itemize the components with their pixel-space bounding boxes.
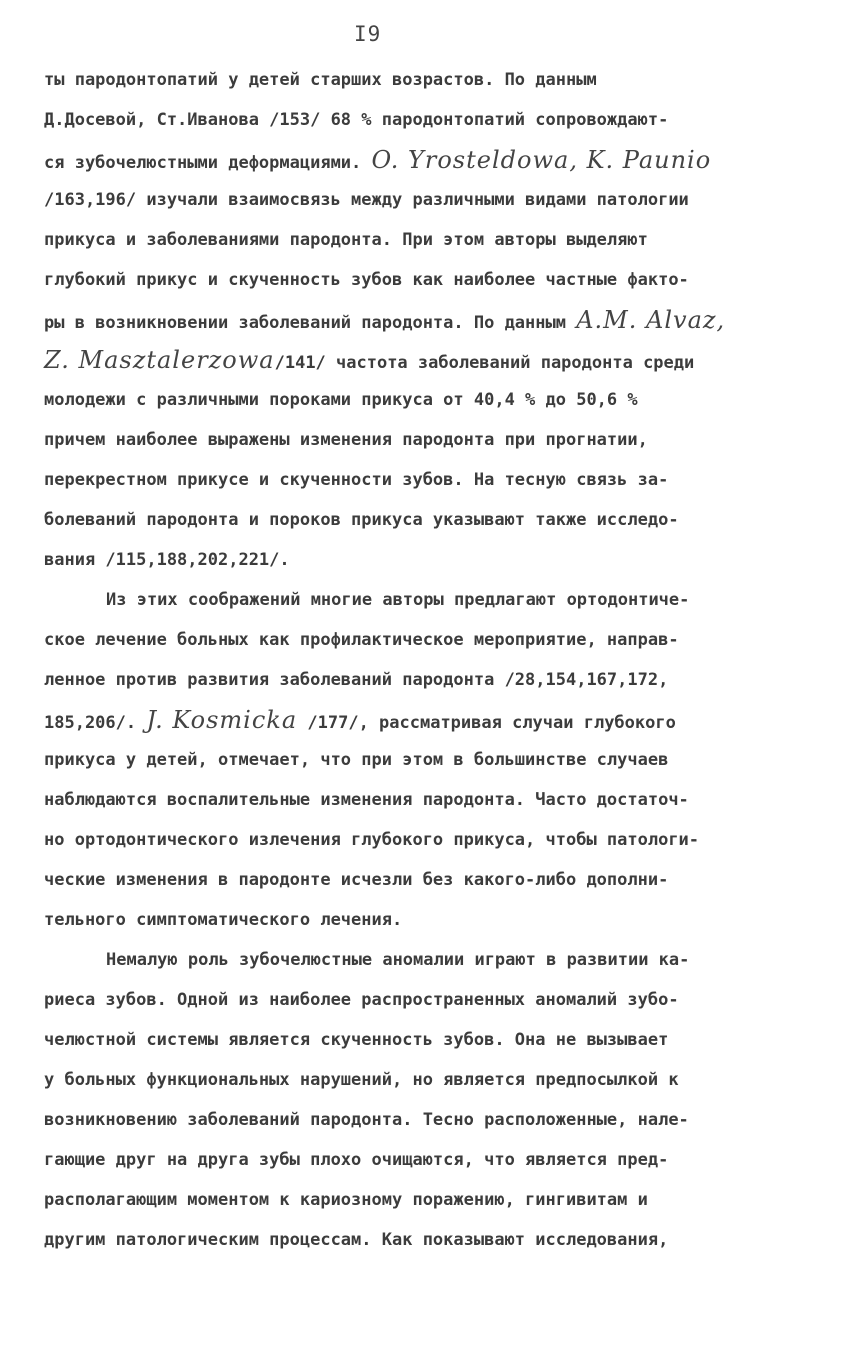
paragraph [44, 60, 834, 580]
text-line [44, 1180, 834, 1220]
text-line [44, 180, 834, 220]
line-text: причем наиболее выражены изменения пародонта при прогнатии, [44, 430, 648, 450]
text-line [44, 380, 834, 420]
line-text: возникновению заболеваний пародонта. Тесно расположенные, нале- [44, 1110, 689, 1130]
paragraph [44, 940, 834, 1260]
line-text: прикуса у детей, отмечает, что при этом в большинстве случаев [44, 750, 669, 770]
text-line [44, 820, 834, 860]
line-text: 185,206/. [44, 713, 147, 733]
body-text [44, 60, 834, 1260]
text-line [44, 860, 834, 900]
text-line [44, 580, 834, 620]
line-text: глубокий прикус и скученность зубов как наиболее частные факто- [44, 270, 689, 290]
line-text: челюстной системы является скученность зубов. Она не вызывает [44, 1030, 669, 1050]
text-line [44, 460, 834, 500]
text-line [44, 1220, 834, 1260]
line-text: /177/, рассматривая случаи глубокого [297, 713, 676, 733]
text-line [44, 1140, 834, 1180]
text-line [44, 60, 834, 100]
page-number: I9 [354, 22, 382, 46]
line-text: располагающим моментом к кариозному поражению, гингивитам и [44, 1190, 648, 1210]
line-text: ское лечение больных как профилактическое мероприятие, направ- [44, 630, 679, 650]
text-line [44, 540, 834, 580]
line-text: ческие изменения в пародонте исчезли без какого-либо дополни- [44, 870, 669, 890]
handwritten-name: O. Yrosteldowa, K. Paunio [371, 146, 712, 174]
text-line [44, 100, 834, 140]
line-text: прикуса и заболеваниями пародонта. При этом авторы выделяют [44, 230, 648, 250]
line-text: гающие друг на друга зубы плохо очищаются, что является пред- [44, 1150, 669, 1170]
handwritten-name: Z. Masztalerzowa [44, 346, 275, 374]
text-line [44, 140, 834, 180]
line-text: /141/ частота заболеваний пародонта среди [274, 353, 695, 373]
line-text: другим патологическим процессам. Как показывают исследования, [44, 1230, 669, 1250]
text-line [44, 420, 834, 460]
text-line [44, 740, 834, 780]
line-text: /163,196/ изучали взаимосвязь между различными видами патологии [44, 190, 689, 210]
handwritten-name: J. Kosmicka [146, 706, 298, 734]
line-text: Немалую роль зубочелюстные аномалии играют в развитии ка- [106, 950, 690, 970]
paragraph [44, 580, 834, 940]
line-text: риеса зубов. Одной из наиболее распространенных аномалий зубо- [44, 990, 679, 1010]
text-line [44, 260, 834, 300]
line-text: молодежи с различными пороками прикуса от 40,4 % до 50,6 % [44, 390, 638, 410]
text-line [44, 980, 834, 1020]
text-line [44, 620, 834, 660]
line-text: Д.Досевой, Ст.Иванова /153/ 68 % пародонтопатий сопровождают- [44, 110, 669, 130]
line-text: ты пародонтопатий у детей старших возрастов. По данным [44, 70, 597, 90]
text-line [44, 500, 834, 540]
line-text: болеваний пародонта и пороков прикуса указывают также исследо- [44, 510, 679, 530]
text-line [44, 1100, 834, 1140]
text-line [44, 700, 834, 740]
text-line [44, 220, 834, 260]
text-line [44, 1020, 834, 1060]
line-text: ленное против развития заболеваний пародонта /28,154,167,172, [44, 670, 669, 690]
text-line [44, 660, 834, 700]
line-text: Из этих соображений многие авторы предлагают ортодонтиче- [106, 590, 690, 610]
text-line [44, 300, 834, 340]
handwritten-name: A.M. Alvaz, [576, 306, 726, 334]
line-text: ры в возникновении заболеваний пародонта. По данным [44, 313, 577, 333]
line-text: наблюдаются воспалительные изменения пародонта. Часто достаточ- [44, 790, 689, 810]
line-text: ся зубочелюстными деформациями. [44, 153, 372, 173]
line-text: вания /115,188,202,221/. [44, 550, 290, 570]
line-text: у больных функциональных нарушений, но является предпосылкой к [44, 1070, 679, 1090]
text-line [44, 780, 834, 820]
line-text: перекрестном прикусе и скученности зубов. На тесную связь за- [44, 470, 669, 490]
text-line [44, 900, 834, 940]
line-text: тельного симптоматического лечения. [44, 910, 403, 930]
text-line [44, 340, 834, 380]
text-line [44, 1060, 834, 1100]
line-text: но ортодонтического излечения глубокого прикуса, чтобы патологи- [44, 830, 700, 850]
text-line [44, 940, 834, 980]
